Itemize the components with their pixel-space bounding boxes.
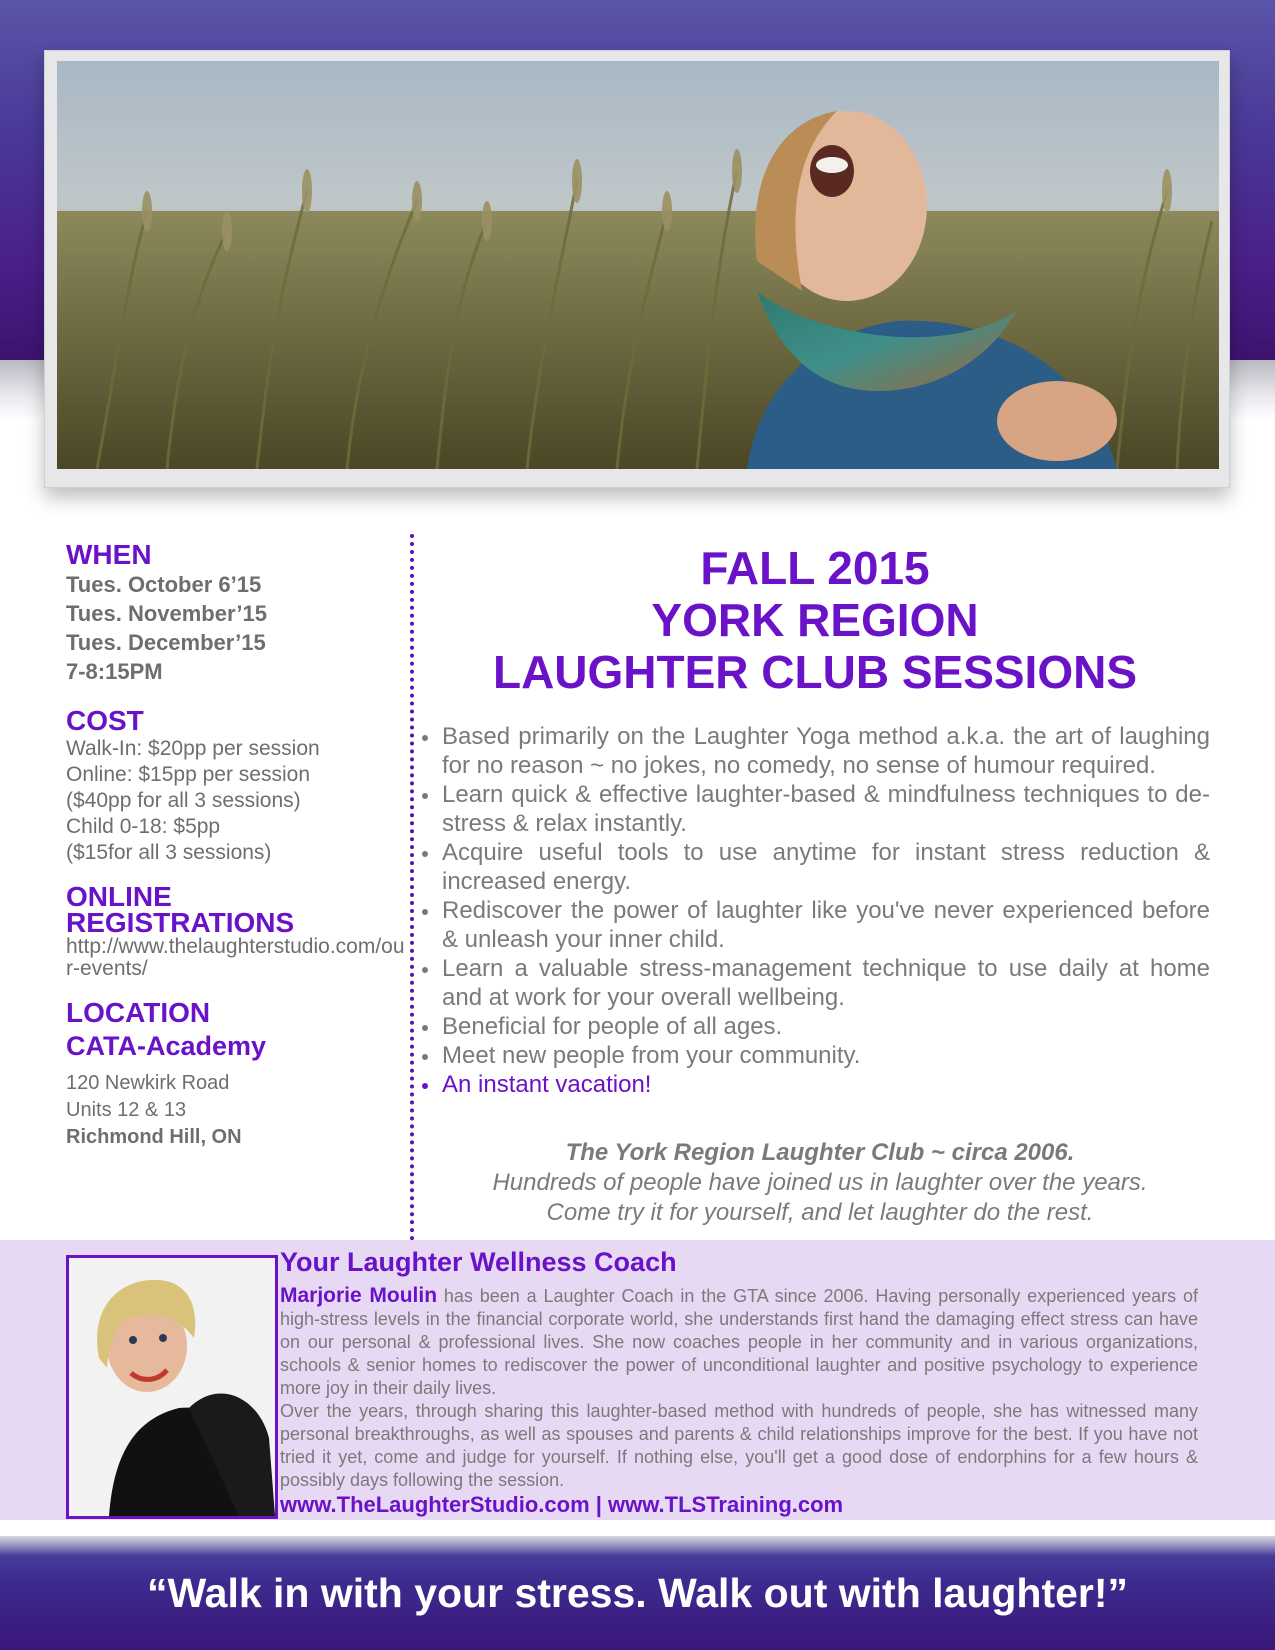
list-item: Beneficial for people of all ages.	[420, 1012, 1210, 1041]
closing-line: The York Region Laughter Club ~ circa 2006.	[565, 1139, 1075, 1166]
cost-heading: COST	[66, 705, 144, 736]
location-city: Richmond Hill, ON	[66, 1126, 242, 1148]
registration-heading-2: REGISTRATIONS	[66, 907, 295, 938]
title-line: YORK REGION	[651, 594, 979, 646]
website-links[interactable]: www.TheLaughterStudio.com | www.TLSTraining.com	[280, 1492, 844, 1517]
coach-title: Your Laughter Wellness Coach	[280, 1247, 677, 1277]
registration-heading-1: ONLINE	[66, 881, 172, 912]
coach-name: Marjorie Moulin	[280, 1284, 438, 1307]
cost-line: ($15for all 3 sessions)	[66, 841, 272, 864]
registration-url[interactable]: http://www.thelaughterstudio.com/our-events/	[66, 935, 405, 980]
event-details-column	[66, 540, 406, 1151]
title-line: LAUGHTER CLUB SESSIONS	[492, 646, 1138, 698]
location-heading: LOCATION	[66, 997, 211, 1028]
cost-line: Online: $15pp per session	[66, 763, 310, 786]
list-item: Acquire useful tools to use anytime for instant stress reduction & increased energy.	[420, 838, 1210, 896]
list-item: Learn quick & effective laughter-based & mindfulness techniques to de-stress & relax instantly.	[420, 780, 1210, 838]
benefits-list	[420, 722, 1210, 1099]
closing-line: Hundreds of people have joined us in laughter over the years.	[492, 1169, 1148, 1196]
when-heading: WHEN	[66, 539, 152, 570]
coach-portrait-illustration	[69, 1258, 275, 1516]
hero-photo-frame	[44, 50, 1230, 488]
dotted-divider	[410, 534, 414, 1249]
hero-photo	[57, 61, 1219, 469]
page-title	[425, 542, 1205, 698]
location-units: Units 12 & 13	[66, 1099, 187, 1121]
when-time: 7-8:15PM	[66, 659, 163, 684]
location-venue: CATA-Academy	[66, 1031, 267, 1061]
title-line: FALL 2015	[700, 542, 930, 594]
list-item-highlight: An instant vacation!	[420, 1070, 1210, 1099]
list-item: Rediscover the power of laughter like you've never experienced before & unleash your inner child.	[420, 896, 1210, 954]
when-date: Tues. October 6’15	[66, 572, 262, 597]
closing-statement	[430, 1138, 1210, 1228]
wheat-field-illustration	[57, 61, 1219, 469]
coach-photo	[66, 1255, 278, 1519]
when-date: Tues. December’15	[66, 630, 266, 655]
coach-bio	[280, 1284, 1198, 1492]
cost-line: Walk-In: $20pp per session	[66, 737, 320, 760]
tagline: “Walk in with your stress. Walk out with laughter!”	[146, 1570, 1129, 1616]
list-item: Learn a valuable stress-management technique to use daily at home and at work for your overall wellbeing.	[420, 954, 1210, 1012]
coach-bio-text: Over the years, through sharing this laughter-based method with hundreds of people, she has witnessed many personal breakthroughs, as well as spouses and parents & child relationships improve for the best. If you have not tried it yet, come and judge for yourself. If nothing else, you'll get a good dose of endorphins for a few hours & possibly days following the session.	[280, 1401, 1198, 1490]
cost-line: ($40pp for all 3 sessions)	[66, 789, 301, 812]
coach-bio-text: has been a Laughter Coach in the GTA since 2006. Having personally experienced years of high-stress levels in the financial corporate world, she understands first hand the damaging effect stress can have on our personal & professional lives. She now coaches people in her community and in various organizations, schools & senior homes to rediscover the power of unconditional laughter and positive psychology to experience more joy in their daily lives.	[280, 1286, 1198, 1398]
cost-line: Child 0-18: $5pp	[66, 815, 221, 838]
when-date: Tues. November’15	[66, 601, 267, 626]
location-street: 120 Newkirk Road	[66, 1072, 230, 1094]
closing-line: Come try it for yourself, and let laughter do the rest.	[546, 1199, 1094, 1226]
list-item: Based primarily on the Laughter Yoga method a.k.a. the art of laughing for no reason ~ no jokes, no comedy, no sense of humour required.	[420, 722, 1210, 780]
list-item: Meet new people from your community.	[420, 1041, 1210, 1070]
